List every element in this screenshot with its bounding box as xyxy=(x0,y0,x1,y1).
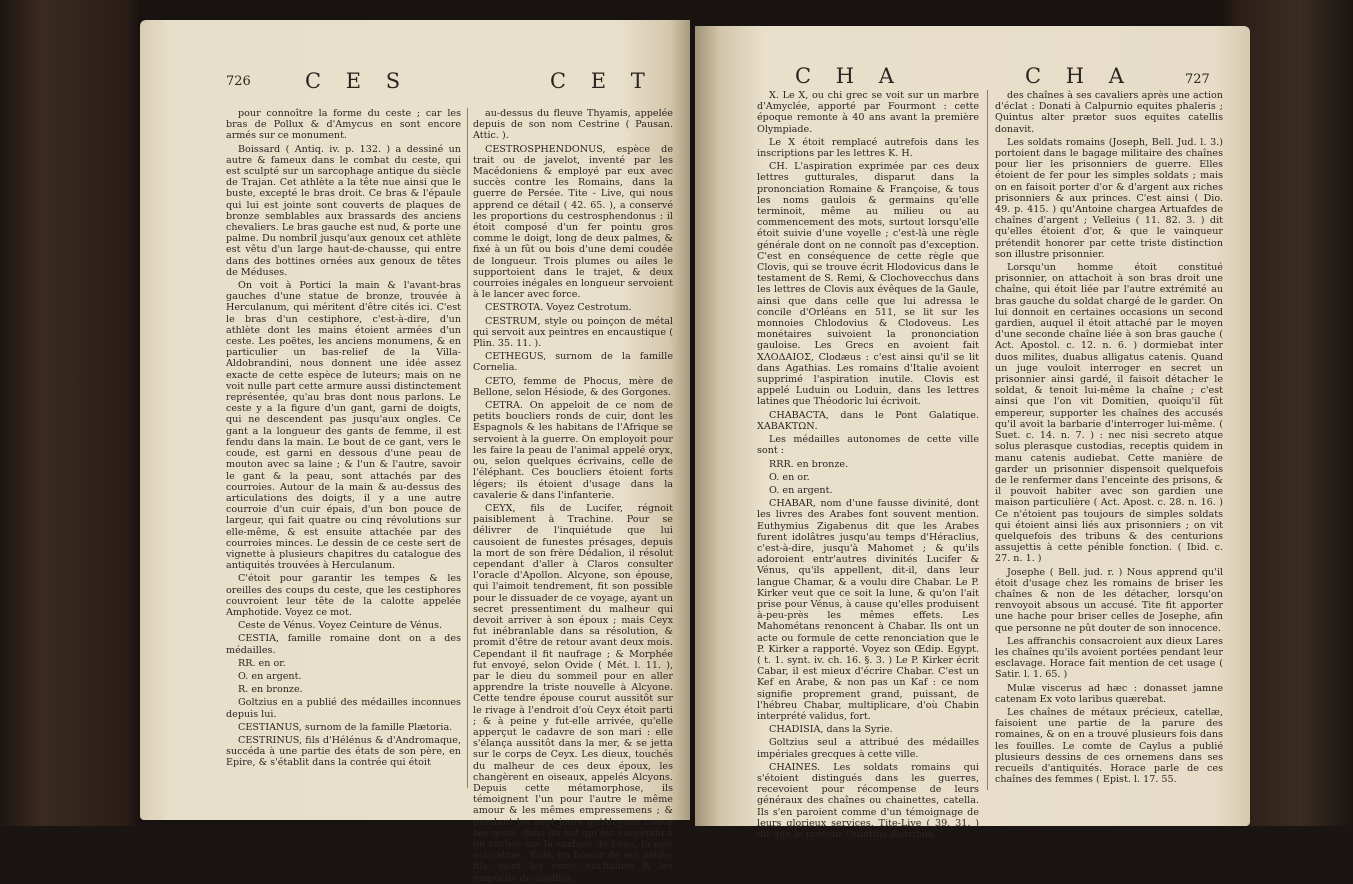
left-page xyxy=(140,20,690,884)
left-page-column-1 xyxy=(226,108,461,808)
paragraph: Mulæ viscerus ad hæc : donasset jamne catenam Ex voto laribus quærebat. xyxy=(995,682,1223,705)
paragraph: CHAINES. Les soldats romains qui s'étoient distingués dans les guerres, recevoient pour récompense de leurs généraux des chaînes ou chainettes, catella. Ils s'en paroient comme d'un témoignage de leurs glorieux services. Tite-Live ( 39. 31. ) dit que le préteur Quintius distribua xyxy=(757,761,979,840)
paragraph: Les soldats romains (Joseph, Bell. Jud. l. 3.) portoient dans le bagage militaire des chaînes pour lier les prisonniers de guerre. Elles étoient de fer pour les simples soldats ; mais on en faisoit porter d'or & d'argent aux riches prisonniers & aux princes. C'est ainsi ( Dio. 49. p. 415. ) qu'Antoine chargea Artuafdes de chaînes d'argent ; Velleius ( 11. 82. 3. ) dit qu'elles étoient d'or, & que le vainqueur prétendit honorer par cette triste distinction son illustre prisonnier. xyxy=(995,136,1223,260)
paragraph: des chaînes à ses cavaliers après une action d'éclat : Donati à Calpurnio equites phaleris ; Quintus alter prætor suos equites catellis donavit. xyxy=(995,90,1223,135)
paragraph: Goltzius seul a attribué des médailles impériales grecques à cette ville. xyxy=(757,737,979,760)
running-head-left-2: C E T xyxy=(550,69,654,93)
paragraph: C'étoit pour garantir les tempes & les oreilles des coups du ceste, que les cestiphores couvroient leur tête de la calotte appelée Amphotide. Voyez ce mot. xyxy=(226,573,461,618)
paragraph: au-dessus du fleuve Thyamis, appelée depuis de son nom Cestrine ( Pausan. Attic. ). xyxy=(473,108,673,142)
paragraph: R. en bronze. xyxy=(238,684,303,696)
right-page xyxy=(695,26,1250,840)
paragraph: X. Le X, ou chi grec se voit sur un marbre d'Amyclée, apporté par Fourmont : cette époque remonte à 40 ans avant la première Olympiade. xyxy=(757,90,979,135)
paragraph: Lorsqu'un homme étoit constitué prisonnier, on attachoit à son bras droit une chaîne, qui étoit liée par l'autre extrémité au bras gauche du soldat chargé de le garder. On lui donnoit en certaines occasions un second gardien, auquel il étoit attaché par le moyen d'une seconde chaîne liée à son bras gauche ( Act. Apostol. c. 12. n. 6. ) dormiebat inter duos milites, duabus alligatus catenis. Quand un juge vouloit interroger en secret un prisonnier ainsi gardé, il faisoit détacher le soldat, & tenoit lui-même la chaîne ; c'est ainsi que l'on vit Domitien, quoiqu'il fût empereur, supporter les chaînes des accusés qu'il avoit la barbarie d'interroger lui-même. ( Suet. c. 14. n. 7. ) : nec nisi secreto atque solus plerasque custodias, receptis quidem in manu catenis audiebat. Cette manière de garder un prisonnier dispensoit quelquefois de le renfermer dans l'enceinte des prisons, & il pouvoit habiter avec son gardien une maison particulière ( Act. Apost. c. 28. n. 16. ) Ce n'étoient pas toujours de simples soldats qui étoient ainsi liés aux prisonniers ; on vit quelquefois des tribuns & des centurions assujettis à cette pénible fonction. ( Ibid. c. 27. n. 1. ) xyxy=(995,262,1223,565)
paragraph: Boissard ( Antiq. iv. p. 132. ) a dessiné un autre & fameux dans le combat du ceste, qui est sculpté sur un sarcophage antique du siècle de Trajan. Cet athlète a la tête nue ainsi que le buste, excepté le bras droit. Ce bras & l'épaule qui lui est jointe sont couverts de plaques de bronze semblables aux brassards des anciens chevaliers. Le bras gauche est nud, & porte une palme. Du nombril jusqu'aux genoux cet athlète est vêtu d'un large haut-de-chausse, qui entre dans des bottines ornées aux genoux de têtes de Méduses. xyxy=(226,143,461,278)
paragraph: CHABACTA, dans le Pont Galatique. ΧΑΒΑΚΤΩΝ. xyxy=(757,409,979,432)
paragraph: Le X étoit remplacé autrefois dans les inscriptions par les lettres K. H. xyxy=(757,136,979,160)
paragraph: Josephe ( Bell. jud. r. ) Nous apprend qu'il étoit d'usage chez les romains de briser les chaînes & non de les détacher, lorsqu'on renvoyoit absous un accusé. Tite fit apporter une hache pour briser celles de Josephe, afin que personne ne pût douter de son innocence. xyxy=(995,566,1223,634)
paragraph: CESTROSPHENDONUS, espèce de trait ou de javelot, inventé par les Macédoniens & employé par eux avec succès contre les Romains, dans la guerre de Persée. Tite - Live, qui nous apprend ce détail ( 42. 65. ), a conservé les proportions du cestrosphendonus : il étoit composé d'un fer pointu gros comme le doigt, long de deux palmes, & fixé à un fût ou bois d'une demi coudée de longueur. Trois plumes ou ailes le supportoient dans le trajet, & deux courroies inégales en longueur servoient à le lancer avec force. xyxy=(473,143,673,301)
running-head-right-2: C H A xyxy=(1025,64,1133,88)
paragraph: O. en argent. xyxy=(238,670,302,682)
paragraph: CH. L'aspiration exprimée par ces deux lettres gutturales, disparut dans la prononciation Romaine & Françoise, & tous les noms gaulois & germains qu'elle terminoit, même au milieu ou au commencement des mots, surtout lorsqu'elle étoit suivie d'une voyelle ; c'est-là une règle générale dont on ne connoît pas d'exception. C'est en conséquence de cette règle que Clovis, qui se trouve écrit Hlodovicus dans le testament de S. Remi, & Clochovecchus dans les lettres de Clovis aux évêques de la Gaule, ainsi que dans celle que lui adressa le concile d'Orléans en 511, se lit sur les monnoies Chlodovius & Clodoveus. Les monétaires suivoient la prononciation gauloise. Les Grecs en avoient fait ΧΛΟΔΑΙΟΣ, Clodæus : c'est ainsi qu'il se lit dans Agathias. Les romains d'Italie avoient supprimé l'aspiration inutile. Clovis est appelé Luduin ou Loduin, dans les lettres latines que Théodoric lui écrivoit. xyxy=(757,161,979,408)
paragraph: O. en or. xyxy=(769,471,810,483)
paragraph: CETRA. On appeloit de ce nom de petits boucliers ronds de cuir, dont les Espagnols & les habitans de l'Afrique se servoient à la guerre. On employoit pour les faire la peau de l'animal appelé oryx, ou, selon quelques écrivains, celle de l'éléphant. Ces boucliers étoient forts légers; ils étoient d'usage dans la cavalerie & dans l'infanterie. xyxy=(473,400,673,501)
paragraph: CESTROTA. Voyez Cestrotum. xyxy=(485,302,632,314)
paragraph: CESTIANUS, surnom de la famille Plætoria. xyxy=(238,721,453,733)
paragraph: RR. en or. xyxy=(238,657,286,669)
paragraph: On voit à Portici la main & l'avant-bras gauches d'une statue de bronze, trouvée à Herculanum, qui méritent d'être cités ici. C'est le bras d'un cestiphore, c'est-à-dire, d'un athlète dont les mains étoient armées d'un ceste. Les poëtes, les anciens monumens, & en particulier un bas-relief de la Villa-Aldobrandini, nous donnent une idée assez exacte de cette espèce de luteurs; mais on ne voit nulle part cette armure aussi distinctement représentée, qu'au bras dont nous parlons. Le ceste y a la figure d'un gant, garni de doigts, qui ne descendent pas jusqu'aux ongles. Ce gant a la longueur des gants de femme, il est fendu dans la main. Le bout de ce gant, vers le coude, est garni en dessous d'une peau de mouton avec sa laine ; & l'un & l'autre, savoir le gant & la peau, sont attachés par des courroies. Autour de la main & au-dessus des articulations des doigts, il y a une autre courroie d'un cuir épais, d'un bon pouce de largeur, qui fait quatre ou cinq révolutions sur elle-même, & est ensuite attachée par des courroies minces. Le dessin de ce ceste sert de vignette à plusieurs chapitres du catalogue des antiquités trouvées à Herculanum. xyxy=(226,280,461,572)
paragraph: CEYX, fils de Lucifer, régnoit paisiblement à Trachine. Pour se délivrer de l'inquiétude que lui causoient de funestes présages, depuis la mort de son frère Dédalion, il résolut cependant d'aller à Claros consulter l'oracle d'Apollon. Alcyone, son épouse, qui l'aimoit tendrement, fit son possible pour le dissuader de ce voyage, ayant un secret pressentiment du malheur qui devoit arriver à son époux ; mais Ceyx fut inébranlable dans sa résolution, & promit d'être de retour avant deux mois. Cependant il fit naufrage ; & Morphée fut envoyé, selon Ovide ( Mét. l. 11. ), par le dieu du sommeil pour en aller apprendre la triste nouvelle à Alcyone. Cette tendre épouse courut aussitôt sur le rivage à l'endroit d'où Ceyx étoit parti ; & à peine y fut-elle arrivée, qu'elle apperçut le cadavre de son mari : elle s'élança aussitôt dans la mer, & se jetta sur le corps de Ceyx. Les dieux, touchés du malheur de ces deux époux, les changèrent en oiseaux, appelés Alcyons. Depuis cette métamorphose, ils témoignent l'un pour l'autre le même amour & les mêmes empressemens ; & pendant les sept jours qu'Alcyone couve ses œufs, dans un nid qui est suspendu à un rocher sur la surface de l'eau, la mer est calme ; Eole, en faveur de ses petits-fils, tient les vents enchaînés & les empêche de souffler. xyxy=(473,502,673,884)
paragraph: Les médailles autonomes de cette ville sont : xyxy=(757,434,979,457)
paragraph: Les chaînes de métaux précieux, catellæ, faisoient une partie de la parure des romaines, & on en a trouvé plusieurs fois dans les fouilles. Le comte de Caylus a publié plusieurs dessins de ces ornemens dans ses recueils d'antiquités. Horace parle de ces chaînes des femmes ( Epist. l. 17. 55. xyxy=(995,706,1223,786)
left-page-column-2 xyxy=(473,108,673,884)
paragraph: O. en argent. xyxy=(769,484,833,496)
paragraph: CESTRINUS, fils d'Hélénus & d'Andromaque, succéda à une partie des états de son père, en Epire, & s'établit dans la contrée qui étoit xyxy=(226,734,461,769)
paragraph: Goltzius en a publié des médailles inconnues depuis lui. xyxy=(226,697,461,720)
right-page-column-1 xyxy=(757,90,979,840)
paragraph: CETHEGUS, surnom de la famille Cornelia. xyxy=(473,351,673,374)
paragraph: CESTRUM, style ou poinçon de métal qui servoit aux peintres en encaustique ( Plin. 35. 11. ). xyxy=(473,315,673,350)
paragraph: CHABAR, nom d'une fausse divinité, dont les livres des Arabes font souvent mention. Euthymius Zigabenus dit que les Arabes furent idolâtres jusqu'au temps d'Héraclius, c'est-à-dire, jusqu'à Mahomet ; & qu'ils adoroient entr'autres divinités Lucifer & Vénus, qu'ils appellent, dit-il, dans leur langue Chamar, & a voulu dire Chabar. Le P. Kirker veut que ce soit la lune, & qu'on l'ait prise pour Vénus, à cause qu'elles produisent à-peu-près les mêmes effets. Les Mahométans renoncent à Chabar. Ils ont un acte ou formule de cette renonciation que le P. Kirker a rapporté. Voyez son Œdip. Egypt. ( t. 1. synt. iv. ch. 16. §. 3. ) Le P. Kirker écrit Cabar, il est mieux d'écrire Chabar. C'est un Kef en Arabe, & non pas un Kaf : ce nom signifie proprement grand, puissant, de l'hébreu Chabar, multiplicare, d'où Chabin interprété validus, fort. xyxy=(757,498,979,722)
page-number-right: 727 xyxy=(1185,72,1210,87)
right-page-column-2 xyxy=(995,90,1223,800)
column-rule xyxy=(467,108,468,788)
column-rule xyxy=(987,90,988,790)
paragraph: RRR. en bronze. xyxy=(769,458,849,470)
paragraph: pour connoître la forme du ceste ; car les bras de Pollux & d'Amycus en sont encore armés sur ce monument. xyxy=(226,108,461,142)
running-head-left-1: C E S xyxy=(305,69,410,93)
paragraph: Les affranchis consacroient aux dieux Lares les chaînes qu'ils avoient portées pendant leur esclavage. Horace fait mention de cet usage ( Satir. l. 1. 65. ) xyxy=(995,635,1223,681)
paragraph: CESTIA, famille romaine dont on a des médailles. xyxy=(226,633,461,656)
paragraph: CHADISIA, dans la Syrie. xyxy=(769,724,893,736)
running-head-right-1: C H A xyxy=(795,64,903,88)
page-number-left: 726 xyxy=(226,74,251,89)
paragraph: Ceste de Vénus. Voyez Ceinture de Vénus. xyxy=(238,620,443,632)
paragraph: CETO, femme de Phocus, mère de Bellone, selon Hésiode, & des Gorgones. xyxy=(473,375,673,398)
